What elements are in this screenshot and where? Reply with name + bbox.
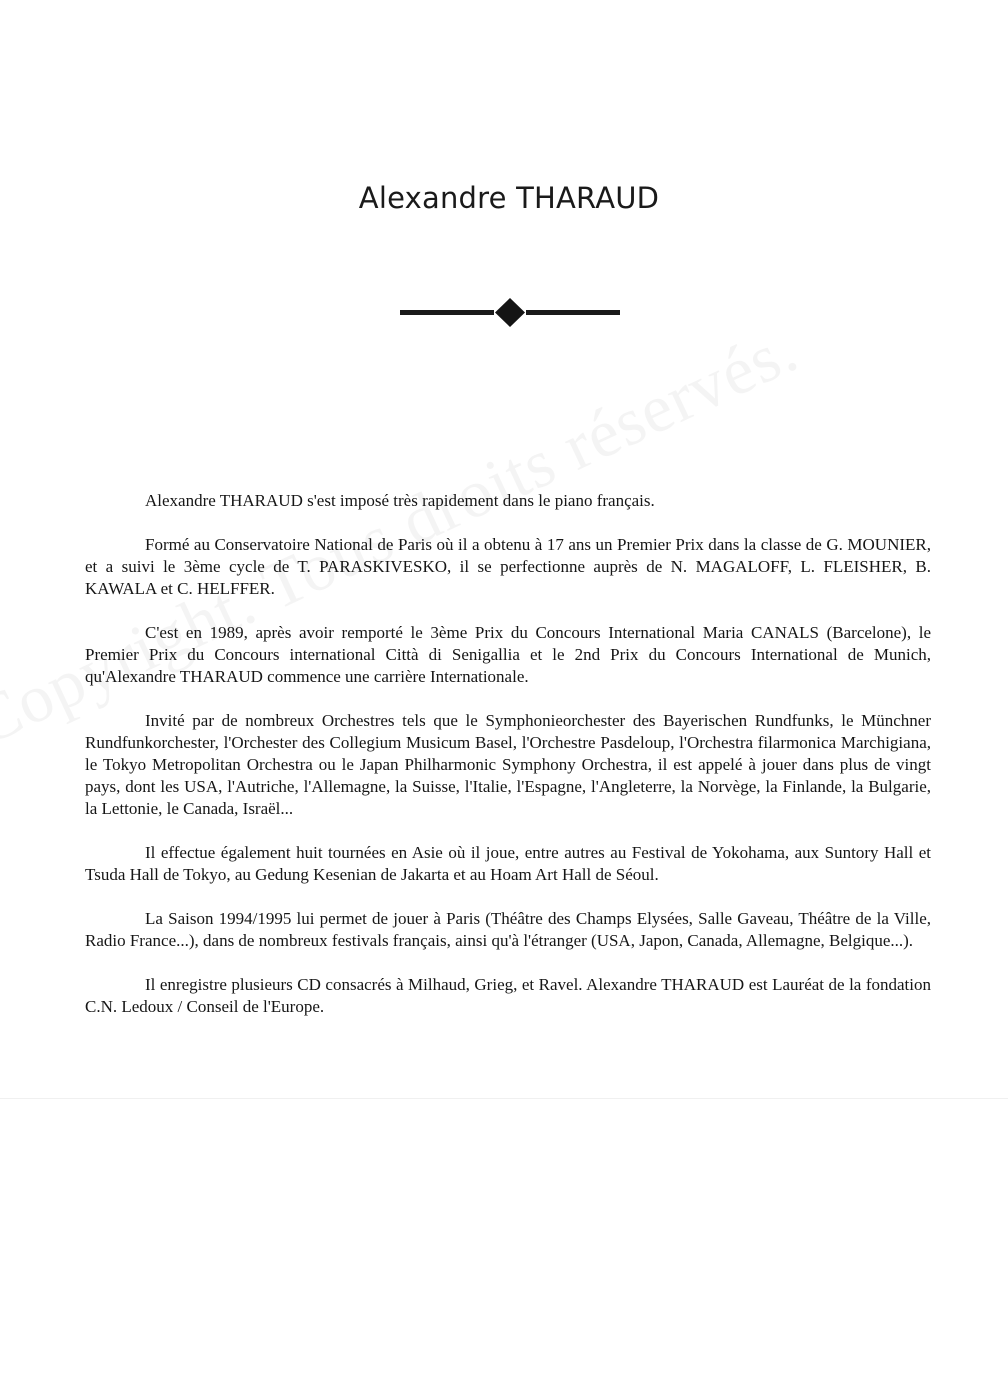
paragraph-awards: C'est en 1989, après avoir remporté le 3ème Prix du Concours International Maria CANALS (Barcelone), le Premier Prix du Concours international Città di Senigallia et le 2nd Prix du Concours International de Munich, qu'Alexandre THARAUD commence une carrière Internationale. [85, 623, 931, 686]
paragraph-training: Formé au Conservatoire National de Paris où il a obtenu à 17 ans un Premier Prix dans la classe de G. MOUNIER, et a suivi le 3ème cycle de T. PARASKIVESKO, il se perfectionne auprès de N. MAGALOFF, L. FLEISHER, B. KAWALA et C. HELFFER. [85, 535, 931, 598]
biography-text [85, 490, 931, 1040]
diamond-divider-ornament [400, 298, 620, 328]
divider-right-bar [526, 310, 620, 315]
paragraph-recordings: Il enregistre plusieurs CD consacrés à Milhaud, Grieg, et Ravel. Alexandre THARAUD est Lauréat de la fondation C.N. Ledoux / Conseil de l'Europe. [85, 975, 931, 1016]
paragraph-season: La Saison 1994/1995 lui permet de jouer à Paris (Théâtre des Champs Elysées, Salle Gaveau, Théâtre de la Ville, Radio France...), dans de nombreux festivals français, ainsi qu'à l'étranger (USA, Japon, Canada, Allemagne, Belgique...). [85, 909, 931, 950]
paragraph-orchestras: Invité par de nombreux Orchestres tels que le Symphonieorchester des Bayerischen Rundfunks, le Münchner Rundfunkorchester, l'Orchester des Collegium Musicum Basel, l'Orchestre Pasdeloup, l'Orchestra filarmonica Marchigiana, le Tokyo Metropolitan Orchestra ou le Japan Philharmonic Symphony Orchestra, il est appelé à jouer dans plus de vingt pays, dont les USA, l'Autriche, l'Allemagne, la Suisse, l'Italie, l'Espagne, l'Angleterre, la Norvège, la Finlande, la Bulgarie, la Lettonie, le Canada, Israël... [85, 711, 931, 818]
page-title: Alexandre THARAUD [358, 181, 660, 215]
divider-left-bar [400, 310, 494, 315]
paragraph-intro: Alexandre THARAUD s'est imposé très rapidement dans le piano français. [145, 491, 655, 510]
page-fold-line [0, 1098, 1008, 1099]
diamond-icon [495, 298, 525, 327]
paragraph-asia-tours: Il effectue également huit tournées en Asie où il joue, entre autres au Festival de Yokohama, aux Suntory Hall et Tsuda Hall de Tokyo, au Gedung Kesenian de Jakarta et au Hoam Art Hall de Séoul. [85, 843, 931, 884]
